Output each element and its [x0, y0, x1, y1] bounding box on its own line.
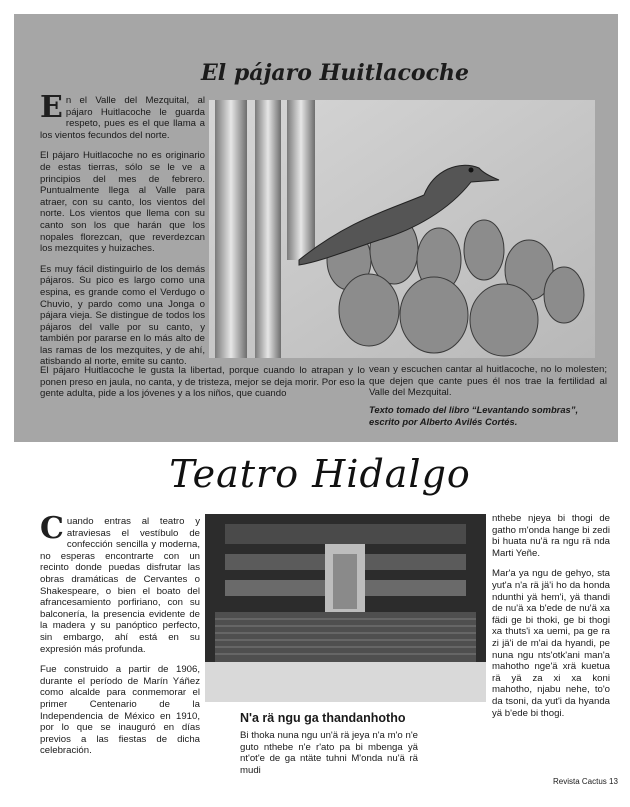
drop-cap: C — [40, 511, 64, 546]
theater-illustration — [205, 514, 486, 702]
article-title: El pájaro Huitlacoche — [201, 60, 469, 86]
source-credit: Texto tomado del libro “Levantando sombras”, escrito por Alberto Avilés Cortés. — [369, 404, 579, 427]
page-footer: Revista Cactus 13 — [553, 777, 618, 786]
paragraph: nthebe njeya bi thogi de gatho m'onda hange bi zedi bi huata nu'ä ra ngu rä nda Marti Yeñe. — [492, 513, 610, 559]
paragraph-intro: En el Valle del Mezquital, al pájaro Huitlacoche le guarda respeto, pues es el que llama a los vientos fecundos del norte. — [40, 90, 205, 141]
bird-cactus-illustration — [209, 100, 595, 358]
subheading: N'a rä ngu ga thandanhotho — [240, 711, 406, 725]
section-title: Teatro Hidalgo — [169, 452, 471, 496]
article-left-column — [40, 90, 205, 377]
paragraph: Bi thoka nuna ngu un'ä rä jeya n'a m'o n'e guto nthebe n'e r'ato pa bi mbenga yä nt'ot'e de ga ntäte tuhni M'onda nu'ä rä mudi — [240, 730, 418, 776]
paragraph: Mar'a ya ngu de gehyo, sta yut'a n'a rä jä'i ho da honda ndunthi yä hem'i, yä thandi de nu'ä xa b'ede de nu'ä xa fädi ge bi thoki, ge bi thogi xa thuts'i xa uemi, pa ge ra zi jä'i de m'ai da hyandi, pe nuna ngu nts'otk'ani man'a mahotho nge'ä xrä kuetua rä yä za xi xa koni mahotho, njabu nehe, to'o da tsoni, da yut'i da hyanda yä b'ede bi thogi. — [492, 568, 610, 719]
paragraph: Fue construido a partir de 1906, durante el período de Marín Yáñez como alcalde para conmemorar el primer Centenario de la Independencia de México en 1910, por lo que se inauguró en días previos a las fiestas de dicha celebración. — [40, 664, 200, 757]
section-column-1 — [40, 511, 200, 766]
paragraph-intro: Cuando entras al teatro y atraviesas el vestíbulo de confección sencilla y moderna, no esperas encontrarte con un recinto donde puedas disfrutar las obras dramáticas de Cervantes o Shakespeare, o bien el boato del afrancesamiento porfiriano, con su balconería, la presencia evidente de la madera y su panóptico perfecto, sin embargo, ahí está en su expresión más profunda. — [40, 511, 200, 655]
drop-cap: E — [40, 90, 63, 125]
bird-on-cactus-photo — [209, 100, 595, 358]
theater-interior-photo — [205, 514, 486, 702]
section-column-2 — [240, 730, 418, 785]
article-bottom-right — [369, 364, 607, 408]
paragraph: El pájaro Huitlacoche le gusta la libertad, porque cuando lo atrapan y lo ponen preso en jaula, no canta, y de tristeza, mejor se deja morir. Por eso la gente adulta, pide a los jóvenes y a los niños, que cuando — [40, 365, 365, 400]
article-bottom-left — [40, 365, 365, 409]
section-column-3 — [492, 513, 610, 728]
paragraph: El pájaro Huitlacoche no es originario de estas tierras, sólo se le ve a principios del mes de febrero. Puntualmente llega al Valle para atraer, con su canto, los vientos del norte. Los vientos que llema con su canto son los que harán que los nopales florezcan, que reverdezcan los mezquites y huizaches. — [40, 150, 205, 255]
paragraph: Es muy fácil distinguirlo de los demás pájaros. Su pico es largo como una espina, es grande como el Verdugo o Chuvio, y pardo como una Jonga o pájara vieja. Se distingue de todos los pájaros del valle por su canto, y también por pararse en lo más alto de las ramas de los mezquites, y de ahí, atisbando al norte, emite su canto. — [40, 263, 205, 368]
paragraph: vean y escuchen cantar al huitlacoche, no lo molesten; que dejen que cante pues él nos trae la fertilidad al Valle del Mezquital. — [369, 364, 607, 399]
